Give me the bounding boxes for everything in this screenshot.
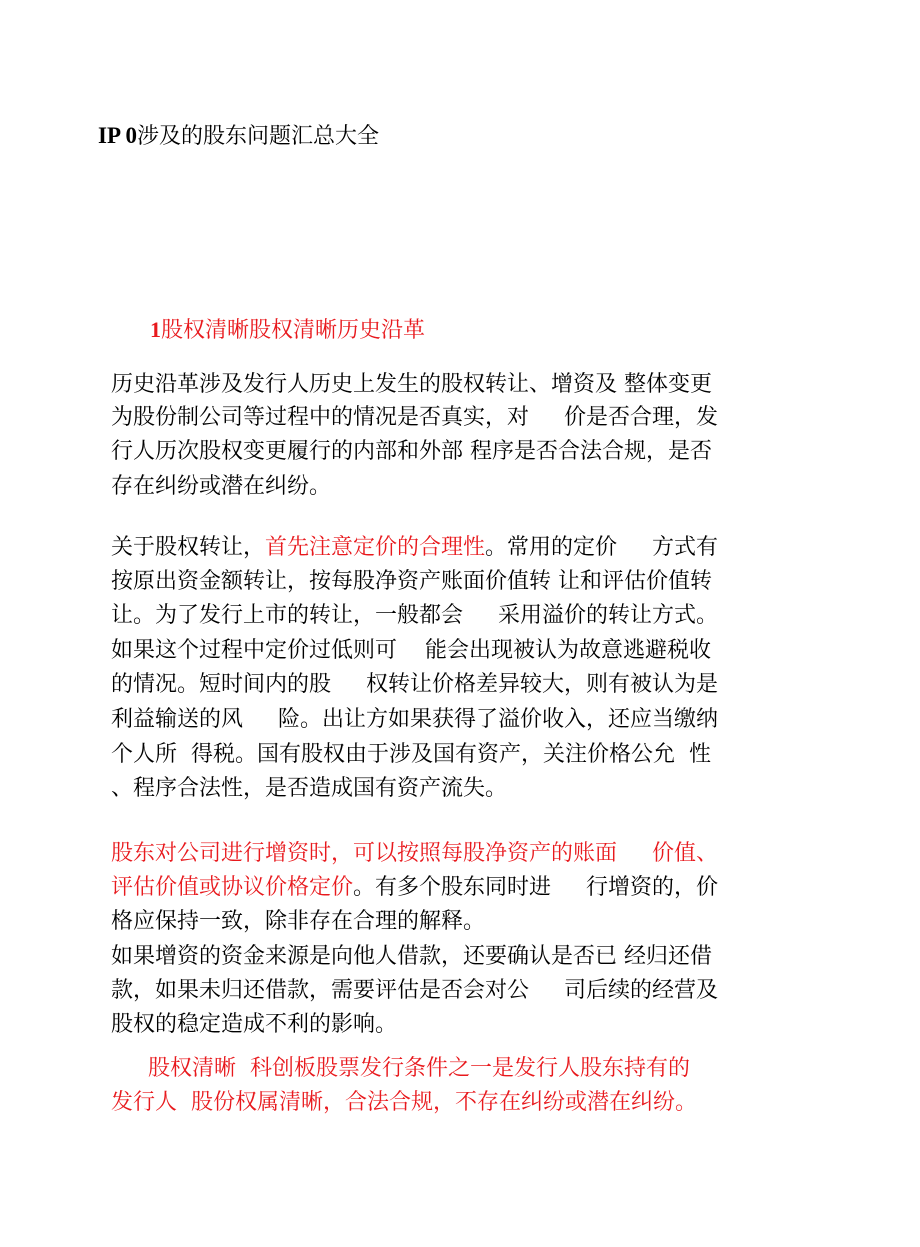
paragraph-3-line-2: [111, 873, 718, 903]
paragraph-1-line-1: 历史沿革涉及发行人历史上发生的股权转让、增资及 整体变更: [111, 372, 712, 397]
paragraph-5-line-1: 股权清晰 科创板股票发行条件之一是发行人股东持有的: [148, 1056, 690, 1081]
title-prefix: IP 0: [98, 123, 137, 148]
paragraph-2-highlight: 首先注意定价的合理性: [265, 535, 486, 560]
paragraph-4-line-1: 如果增资的资金来源是向他人借款，还要确认是否已 经归还借: [111, 944, 712, 969]
paragraph-2-line-6: 利益输送的风 险。出让方如果获得了溢价收入，还应当缴纳: [111, 707, 718, 732]
paragraph-3-tail: 。有多个股东同时进 行增资的，价: [353, 875, 718, 900]
paragraph-5-line-2: 发行人 股份权属清晰，合法合规，不存在纠纷或潜在纠纷。: [111, 1090, 697, 1115]
paragraph-1-line-2: 为股份制公司等过程中的情况是否真实，对 价是否合理，发: [111, 405, 718, 430]
paragraph-2-lead-tail: 。常用的定价 方式有: [485, 535, 718, 560]
section-number: 1: [150, 317, 161, 342]
paragraph-4-line-3: 股权的稳定造成不利的影响。: [111, 1012, 398, 1037]
document-title: [98, 121, 379, 152]
paragraph-2-line-3: 让。为了发行上市的转让，一般都会 采用溢价的转让方式。: [111, 603, 718, 628]
paragraph-2-line-7: 个人所 得税。国有股权由于涉及国有资产，关注价格公允 性: [111, 742, 711, 767]
section-heading: [150, 315, 425, 346]
title-text: 涉及的股东问题汇总大全: [136, 124, 379, 149]
paragraph-2-lead: 关于股权转让，: [111, 535, 266, 560]
paragraph-2-line-2: 按原出资金额转让，按每股净资产账面价值转 让和评估价值转: [111, 569, 712, 594]
paragraph-2-line-4: 如果这个过程中定价过低则可 能会出现被认为故意逃避税收: [111, 638, 711, 663]
section-heading-text: 股权清晰股权清晰历史沿革: [161, 318, 426, 343]
paragraph-3-line-3: 格应保持一致，除非存在合理的解释。: [111, 909, 486, 934]
paragraph-4-line-2: 款，如果未归还借款，需要评估是否会对公 司后续的经营及: [111, 978, 718, 1003]
paragraph-3-line-1: 股东对公司进行增资时，可以按照每股净资产的账面 价值、: [111, 841, 718, 866]
paragraph-2-line-1: [111, 533, 718, 563]
paragraph-3-highlight: 评估价值或协议价格定价: [111, 875, 354, 900]
paragraph-1-line-4: 存在纠纷或潜在纠纷。: [111, 474, 332, 499]
paragraph-2-line-8: 、程序合法性，是否造成国有资产流失。: [111, 776, 508, 801]
paragraph-2-line-5: 的情况。短时间内的股 权转让价格差异较大，则有被认为是: [111, 672, 718, 697]
paragraph-1-line-3: 行人历次股权变更履行的内部和外部 程序是否合法合规，是否: [111, 439, 712, 464]
